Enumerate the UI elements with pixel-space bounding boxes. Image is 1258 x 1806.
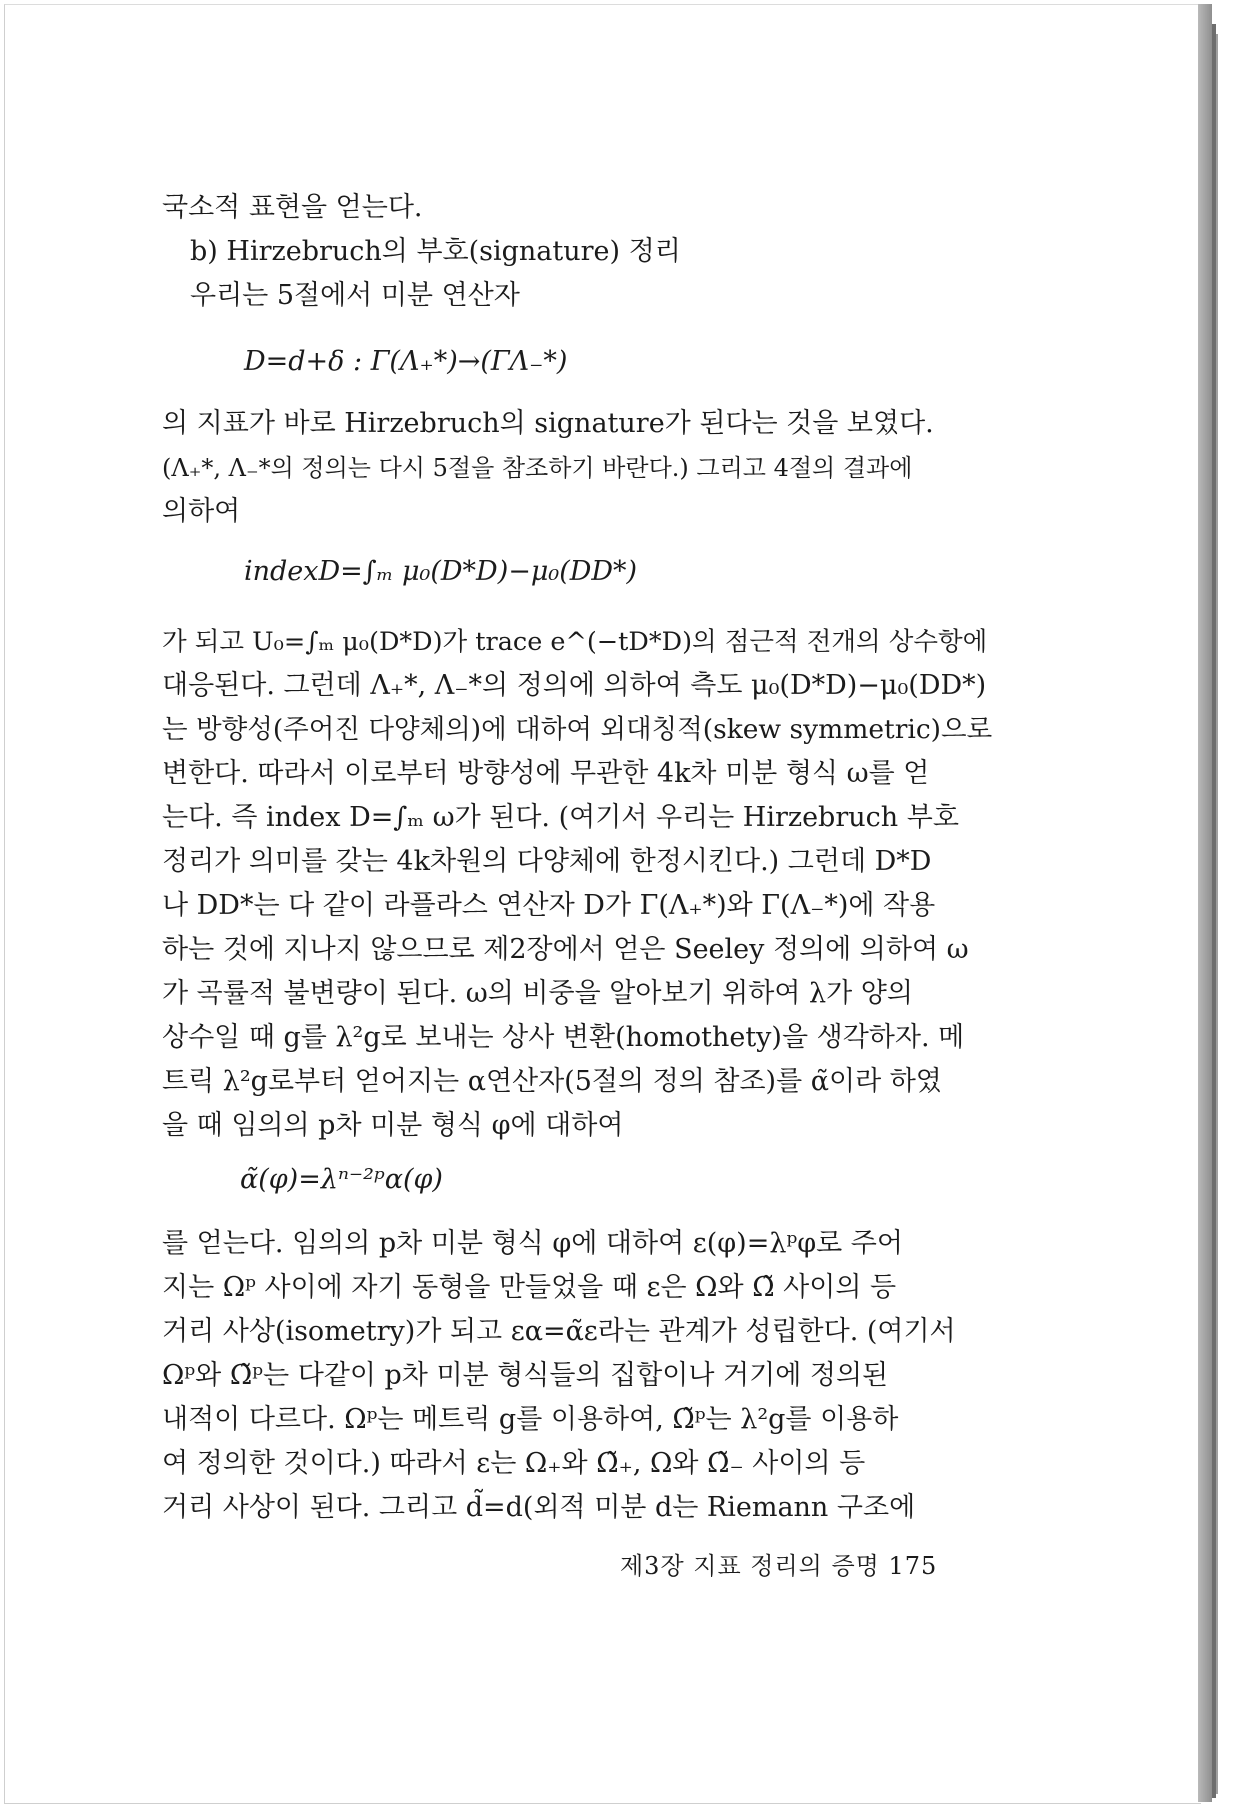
formula-operator-d: D=d+δ : Γ(Λ₊*)→(ΓΛ₋*) xyxy=(244,346,568,377)
page-stack-edge xyxy=(1198,4,1212,1802)
text-line: 는 방향성(주어진 다양체의)에 대하여 외대칭적(skew symmetric)으로 xyxy=(162,714,993,745)
text-line: 하는 것에 지나지 않으므로 제2장에서 얻은 Seeley 정의에 의하여 ω xyxy=(162,934,969,965)
intro-block xyxy=(162,186,1000,318)
text-line: 을 때 임의의 p차 미분 형식 φ에 대하여 xyxy=(162,1110,624,1141)
text-line: 가 곡률적 불변량이 된다. ω의 비중을 알아보기 위하여 λ가 양의 xyxy=(162,978,913,1009)
text-line: 가 되고 U₀=∫ₘ μ₀(D*D)가 trace e^(−tD*D)의 점근적 전개의 상수항에 xyxy=(162,627,988,657)
formula-alpha-tilde: α̃(φ)=λⁿ⁻²ᵖα(φ) xyxy=(240,1164,443,1195)
page-stack-highlight xyxy=(1216,34,1218,1794)
text-line: 나 DD*는 다 같이 라플라스 연산자 D가 Γ(Λ₊*)와 Γ(Λ₋*)에 작용 xyxy=(162,890,936,921)
intro-line: 국소적 표현을 얻는다. xyxy=(162,192,423,223)
text-line: 대응된다. 그런데 Λ₊*, Λ₋*의 정의에 의하여 측도 μ₀(D*D)−μ₀(DD*) xyxy=(162,670,987,701)
paragraph-2 xyxy=(162,402,1000,534)
section-heading: b) Hirzebruch의 부호(signature) 정리 xyxy=(190,236,681,267)
para1-line1: 우리는 5절에서 미분 연산자 xyxy=(190,280,520,311)
text-line: 거리 사상이 된다. 그리고 d̃=d(외적 미분 d는 Riemann 구조에 xyxy=(162,1492,916,1523)
text-line: 는다. 즉 index D=∫ₘ ω가 된다. (여기서 우리는 Hirzebruch 부호 xyxy=(162,802,959,833)
text-line: 거리 사상(isometry)가 되고 εα=α̃ε라는 관계가 성립한다. (여기서 xyxy=(162,1316,956,1347)
text-line: 여 정의한 것이다.) 따라서 ε는 Ω₊와 Ω̃₊, Ω와 Ω̃₋ 사이의 등 xyxy=(162,1448,866,1479)
formula-index-integral: indexD=∫ₘ μ₀(D*D)−μ₀(DD*) xyxy=(244,556,638,587)
paragraph-4 xyxy=(162,1222,1000,1530)
text-line: 상수일 때 g를 λ²g로 보내는 상사 변환(homothety)을 생각하자. 메 xyxy=(162,1022,965,1053)
text-line: 지는 Ωᵖ 사이에 자기 동형을 만들었을 때 ε은 Ω와 Ω̃ 사이의 등 xyxy=(162,1272,897,1303)
page-footer: 제3장 지표 정리의 증명 175 xyxy=(620,1552,938,1580)
text-line: 를 얻는다. 임의의 p차 미분 형식 φ에 대하여 ε(φ)=λᵖφ로 주어 xyxy=(162,1228,903,1259)
text-line: 의하여 xyxy=(162,496,241,527)
text-line: 정리가 의미를 갖는 4k차원의 다양체에 한정시킨다.) 그런데 D*D xyxy=(162,846,932,877)
text-line: (Λ₊*, Λ₋*의 정의는 다시 5절을 참조하기 바란다.) 그리고 4절의 결과에 xyxy=(162,454,913,482)
text-line: 변한다. 따라서 이로부터 방향성에 무관한 4k차 미분 형식 ω를 얻 xyxy=(162,758,930,789)
text-line: 내적이 다르다. Ωᵖ는 메트릭 g를 이용하여, Ω̃ᵖ는 λ²g를 이용하 xyxy=(162,1404,899,1435)
text-line: Ωᵖ와 Ω̃ᵖ는 다같이 p차 미분 형식들의 집합이나 거기에 정의된 xyxy=(162,1360,889,1391)
text-line: 트릭 λ²g로부터 얻어지는 α연산자(5절의 정의 참조)를 α̃이라 하였 xyxy=(162,1066,942,1097)
text-line: 의 지표가 바로 Hirzebruch의 signature가 된다는 것을 보였다. xyxy=(162,408,934,439)
paragraph-3 xyxy=(162,620,1000,1148)
